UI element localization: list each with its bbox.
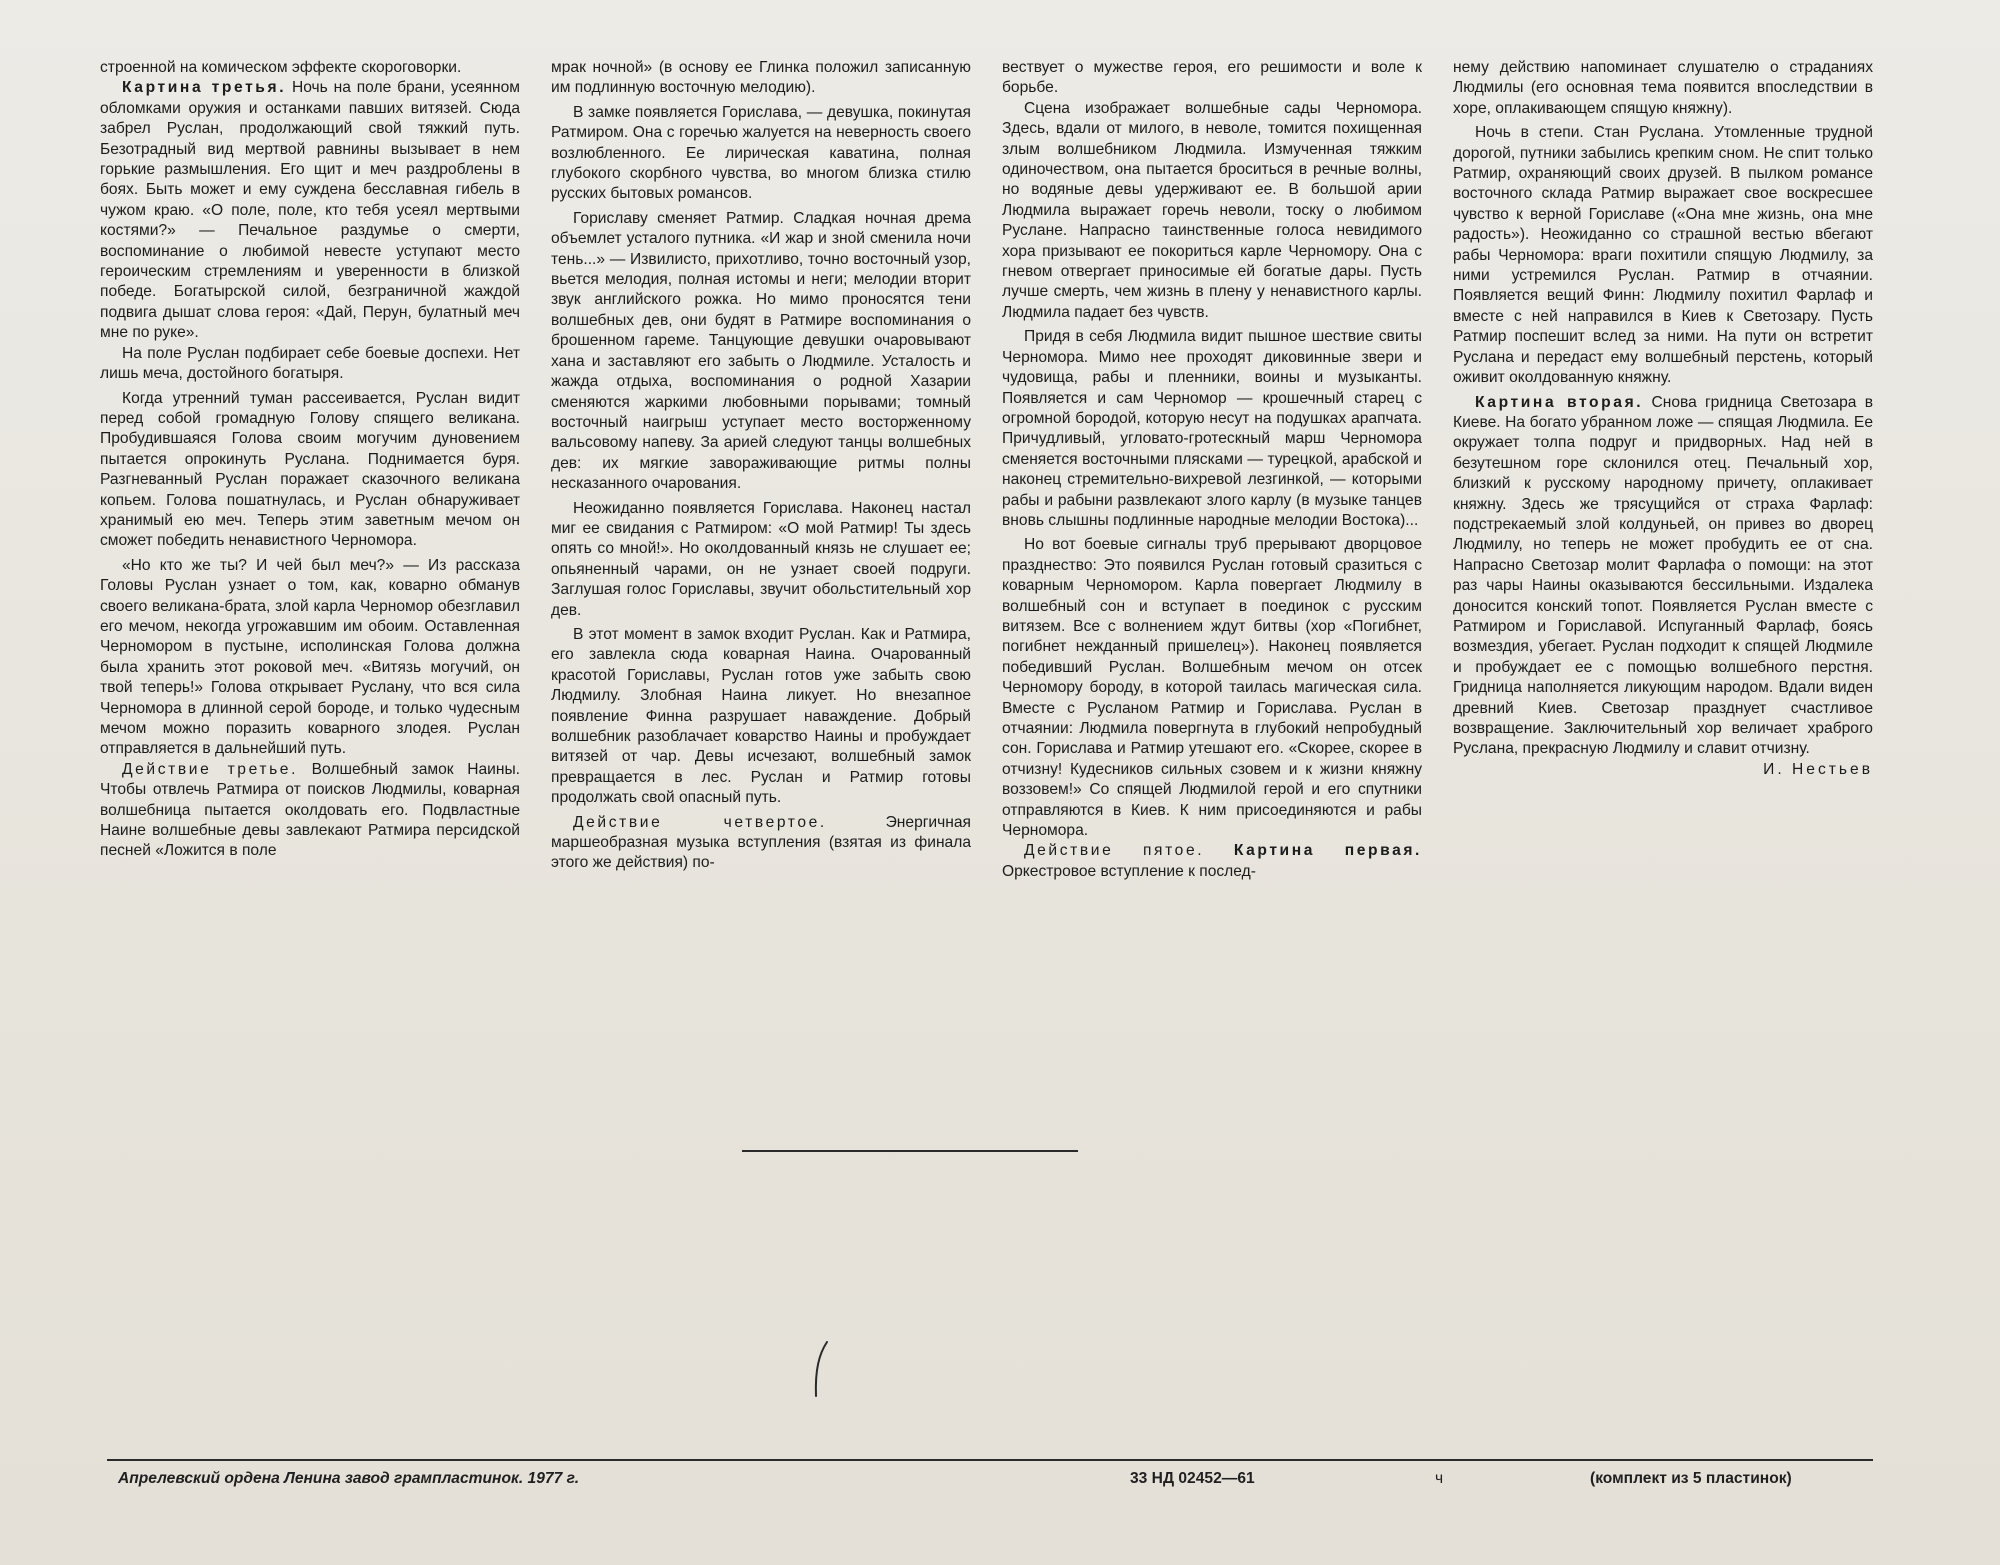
article-columns [100,58,1875,1088]
section-heading: Картина третья. [122,79,287,97]
article-column-3 [1002,58,1422,1088]
paragraph: вествует о мужестве героя, его решимости и воле к борьбе. [1002,59,1422,97]
paragraph: Сцена изображает волшебные сады Черномора. Здесь, вдали от милого, в неволе, томится похищенная злым волшебником Людмила. Измученная тяжким одиночеством, она пытается броситься в речные волны, но водяные девы удерживают ее. В большой арии Людмила выражает горечь неволи, тоску о любимом Руслане. Напрасно таинственные голоса невидимого хора призывают ее покориться карле Черномору. Она с гневом отвергает приносимые ей богатые дары. Пусть лучше смерть, чем жизнь в плену у ненавистного карлы. Людмила падает без чувств. [1002,99,1422,321]
paragraph [1002,841,1422,882]
paragraph [551,813,971,874]
section-heading: Действие пятое. [1024,842,1205,860]
paragraph: Когда утренний туман рассеивается, Руслан видит перед собой громадную Голову спящего великана. Пробудившаяся Голова своим могучим дуновением пытается опрокинуть Руслана. Поднимается буря. Разгневанный Руслан поражает сказочного великана копьем. Голова пошатнулась, и Руслан обнаруживает хранимый ею меч. Теперь этим заветным мечом он сможет победить ненавистного Черномора. [100,389,520,550]
paragraph: мрак ночной» (в основу ее Глинка положил записанную им подлинную восточную мелодию). [551,59,971,97]
set-note: (комплект из 5 пластинок) [1590,1470,1792,1487]
paragraph-text: Энергичная маршеобразная музыка вступления (взятая из финала этого же действия) по- [551,813,971,872]
section-divider [742,1150,1078,1152]
paragraph-text: Ночь на поле брани, усеянном обломками оружия и останками павших витязей. Сюда забрел Руслан, продолжающий свой тяжкий путь. Безотрадный вид мертвой равнины вызывает в нем горькие размышления. Его щит и меч раздроблены в боях. Быть может и ему суждена бесславная гибель в чужом краю. «О поле, поле, кто тебя усеял мертвыми костями?» — Печальное раздумье о смерти, воспоминание о любимой невесте уступают место героическим стремлениям и уверенности в близкой победе. Богатырской силой, безграничной жаждой подвига дышат слова героя: «Дай, Перун, булатный меч мне по руке». [100,79,520,342]
article-column-1 [100,58,520,1088]
paragraph [100,78,520,343]
paragraph: строенной на комическом эффекте скороговорки. [100,59,462,76]
section-heading: Картина вторая. [1475,393,1644,411]
footer-rule [107,1459,1873,1461]
section-subheading: Картина первая. [1204,842,1422,860]
paragraph: Придя в себя Людмила видит пышное шествие свиты Черномора. Мимо нее проходят диковинные звери и чудовища, рабы и пленники, воины и музыканты. Появляется и сам Черномор — крошечный старец с огромной бородой, которую несут на подушках арапчата. Причудливый, угловато-гротескный марш Черномора сменяется восточными плясками — турецкой, арабской и наконец стремительно-вихревой лезгинкой, — которыми рабы и рабыни развлекают злого карлу (в музыке танцев вновь слышны подлинные народные мелодии Востока)... [1002,328,1422,529]
catalog-number: 33 НД 02452—61 [1130,1470,1255,1487]
paragraph: В этот момент в замок входит Руслан. Как и Ратмира, его завлекла сюда коварная Наина. Очарованный красотой Гориславы, Руслан готов уже забыть свою Людмилу. Злобная Наина ликует. Но внезапное появление Финна разрушает наваждение. Добрый волшебник разоблачает коварство Наины и пробуждает витязей от чар. Девы исчезают, волшебный замок превращается в лес. Руслан и Ратмир готовы продолжать свой опасный путь. [551,625,971,807]
pen-mark-icon [805,1340,835,1400]
article-column-2 [551,58,971,1088]
paragraph: На поле Руслан подбирает себе боевые доспехи. Нет лишь меча, достойного богатыря. [100,344,520,383]
paragraph-text: Волшебный замок Наины. Чтобы отвлечь Ратмира от поисков Людмилы, коварная волшебница пытается околдовать его. Подвластные Наине волшебные девы завлекают Ратмира персидской песней «Ложится в поле [100,760,520,860]
print-mark: ч [1435,1470,1444,1487]
paragraph: Ночь в степи. Стан Руслана. Утомленные трудной дорогой, путники забылись крепким сном. Не спит только Ратмир, охраняющий своих друзей. В пылком романсе восточного склада Ратмир выражает свое воскресшее чувство к верной Гориславе («Она мне жизнь, она мне радость»). Неожиданно со страшной вестью вбегают рабы Черномора: враги похитили спящую Людмилу, за ними устремился Руслан. Ратмир в отчаянии. Появляется вещий Финн: Людмилу похитил Фарлаф и вместе с ней направился в Киев к Светозару. Пусть Ратмир поспешит вслед за ними. На пути он встретит Руслана и передаст ему волшебный перстень, который оживит околдованную княжну. [1453,124,1873,387]
paragraph [1453,393,1873,760]
publisher-imprint: Апрелевский ордена Ленина завод грампластинок. 1977 г. [118,1470,580,1487]
article-column-4 [1453,58,1873,1088]
paragraph [100,760,520,862]
section-heading: Действие третье. [122,760,299,778]
section-heading: Действие четвертое. [573,813,827,831]
paragraph: Гориславу сменяет Ратмир. Сладкая ночная дрема объемлет усталого путника. «И жар и зной сменила ночи тень...» — Извилисто, прихотливо, точно восточный узор, вьется мелодия, полная истомы и неги; мелодии вторит звук английского рожка. Но мимо проносятся тени волшебных дев, они будят в Ратмире воспоминания о брошенном гареме. Танцующие девушки очаровывают хана и заставляют его забыть о Людмиле. Усталость и жажда отдыха, воспоминания о родной Хазарии сменяются жаркими любовными порывами; томный восточный наигрыш уступает место восторженному вальсовому напеву. За арией следуют танцы волшебных дев: их мягкие завораживающие ритмы полны несказанного очарования. [551,209,971,493]
paragraph-text: Снова гридница Светозара в Киеве. На богато убранном ложе — спящая Людмила. Ее окружает толпа подруг и придворных. Над ней в безутешном горе склонился отец. Печальный хор, близкий к русскому народному причету, оплакивает княжну. Здесь же трясущийся от страха Фарлаф: подстрекаемый злой колдуньей, он привез во дворец Людмилу, но теперь не может пробудить ее от сна. Напрасно Светозар молит Фарлафа о помощи: на этот раз чары Наины оказываются бессильными. Издалека доносится конский топот. Появляется Руслан вместе с Ратмиром и Гориславой. Испуганный Фарлаф, боясь возмездия, убегает. Руслан подходит к спящей Людмиле и пробуждает ее с помощью волшебного перстня. Гридница наполняется ликующим народом. Вдали виден древний Киев. Светозар празднует счастливое возвращение. Заключительный хор величает храброго Руслана, прекрасную Людмилу и славит отчизну. [1453,393,1873,758]
paragraph: В замке появляется Горислава, — девушка, покинутая Ратмиром. Она с горечью жалуется на неверность своего возлюбленного. Ее лирическая каватина, полная глубокого скорбного чувства, во многом близка стилю русских бытовых романсов. [551,103,971,203]
paragraph: Но вот боевые сигналы труб прерывают дворцовое празднество: Это появился Руслан готовый сразиться с коварным Черномором. Карла повергает Людмилу в волшебный сон и вступает в поединок с русским витязем. Все с волнением ждут битвы (хор «Погибнет, погибнет нежданный пришелец»). Наконец появляется победивший Руслан. Волшебным мечом он отсек Черномору бороду, в которой таилась магическая сила. Вместе с Русланом Ратмир и Горислава. Руслан в отчаянии: Людмила повергнута в глубокий непробудный сон. Горислава и Ратмир утешают его. «Скорее, скорее в отчизну! Кудесников сильных сзовем и к жизни княжну воззовем!» Со спящей Людмилой герой и его спутники отправляются в Киев. К ним присоединяются и рабы Черномора. [1002,536,1422,840]
author-signature: И. Нестьев [1763,760,1873,778]
paragraph: нему действию напоминает слушателю о страданиях Людмилы (его основная тема появится впоследствии в хоре, оплакивающем спящую княжну). [1453,59,1873,117]
paragraph-text: Оркестровое вступление к послед- [1002,862,1256,880]
paragraph: «Но кто же ты? И чей был меч?» — Из рассказа Головы Руслан узнает о том, как, коварно обманув своего великана-брата, злой карла Черномор обезглавил его мечом, некогда угрожавшим им обоим. Оставленная Черномором в пустыне, исполинская Голова должна была хранить этот роковой меч. «Витязь могучий, он твой теперь!» Голова открывает Руслану, что вся сила Черномора в длинной серой бороде, и только чудесным мечом можно поразить коварного злодея. Руслан отправляется в дальнейший путь. [100,556,520,758]
paragraph: Неожиданно появляется Горислава. Наконец настал миг ее свидания с Ратмиром: «О мой Ратмир! Ты здесь опять со мной!». Но околдованный князь не слушает ее; опьяненный чарами, он не узнает своей подруги. Заглушая голос Гориславы, звучит обольстительный хор дев. [551,499,971,619]
